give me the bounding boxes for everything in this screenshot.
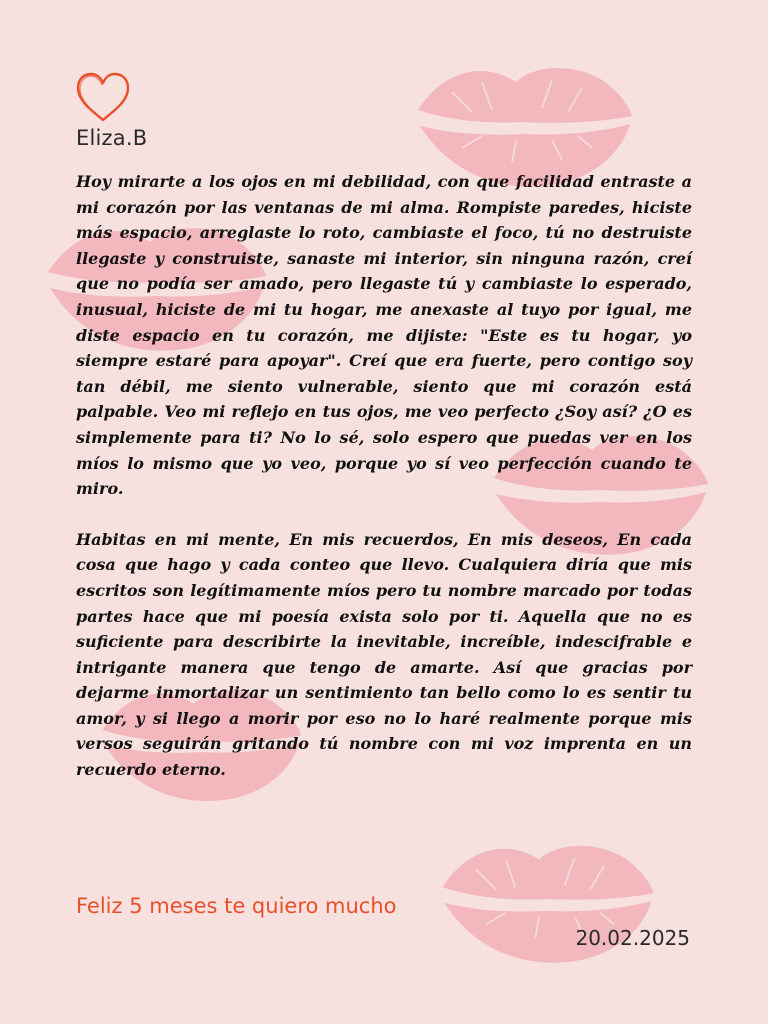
letter-paragraph-1: Hoy mirarte a los ojos en mi debilidad, con que facilidad entraste a mi corazón por las ventanas de mi alma. Rompiste paredes, hiciste más espacio, arreglaste lo roto, cambiaste el foco, tú no destruiste llegaste y construiste, sanaste mi interior, sin ninguna razón, creí que no podía ser amado, pero llegaste tú y cambiaste lo esperado, inusual, hiciste de mi tu hogar, me anexaste al tuyo por igual, me diste espacio en tu corazón, me dijiste: "Este es tu hogar, yo siempre estaré para apoyar". Creí que era fuerte, pero contigo soy tan débil, me siento vulnerable, siento que mi corazón está palpable. Veo mi reflejo en tus ojos, me veo perfecto ¿Soy así? ¿O es simplemente para ti? No lo sé, solo espero que puedas ver en los míos lo mismo que yo veo, porque yo sí veo perfección cuando te miro. bbox=[76, 172, 692, 499]
heart-outline-icon bbox=[74, 70, 132, 124]
letter-body bbox=[76, 169, 692, 808]
closing-message: Feliz 5 meses te quiero mucho bbox=[76, 894, 397, 918]
letter-date: 20.02.2025 bbox=[575, 926, 690, 950]
signature: Eliza.B bbox=[76, 126, 148, 150]
letter-paragraph-2: Habitas en mi mente, En mis recuerdos, En mis deseos, En cada cosa que hago y cada conteo que llevo. Cualquiera diría que mis escritos son legítimamente míos pero tu nombre marcado por todas partes hace que mi poesía exista solo por ti. Aquella que no es suficiente para describirte la inevitable, increíble, indescifrable e intrigante manera que tengo de amarte. Así que gracias por dejarme inmortalizar un sentimiento tan bello como lo es sentir tu amor, y si llego a morir por eso no lo haré realmente porque mis versos seguirán gritando tú nombre con mi voz imprenta en un recuerdo eterno. bbox=[76, 529, 692, 780]
